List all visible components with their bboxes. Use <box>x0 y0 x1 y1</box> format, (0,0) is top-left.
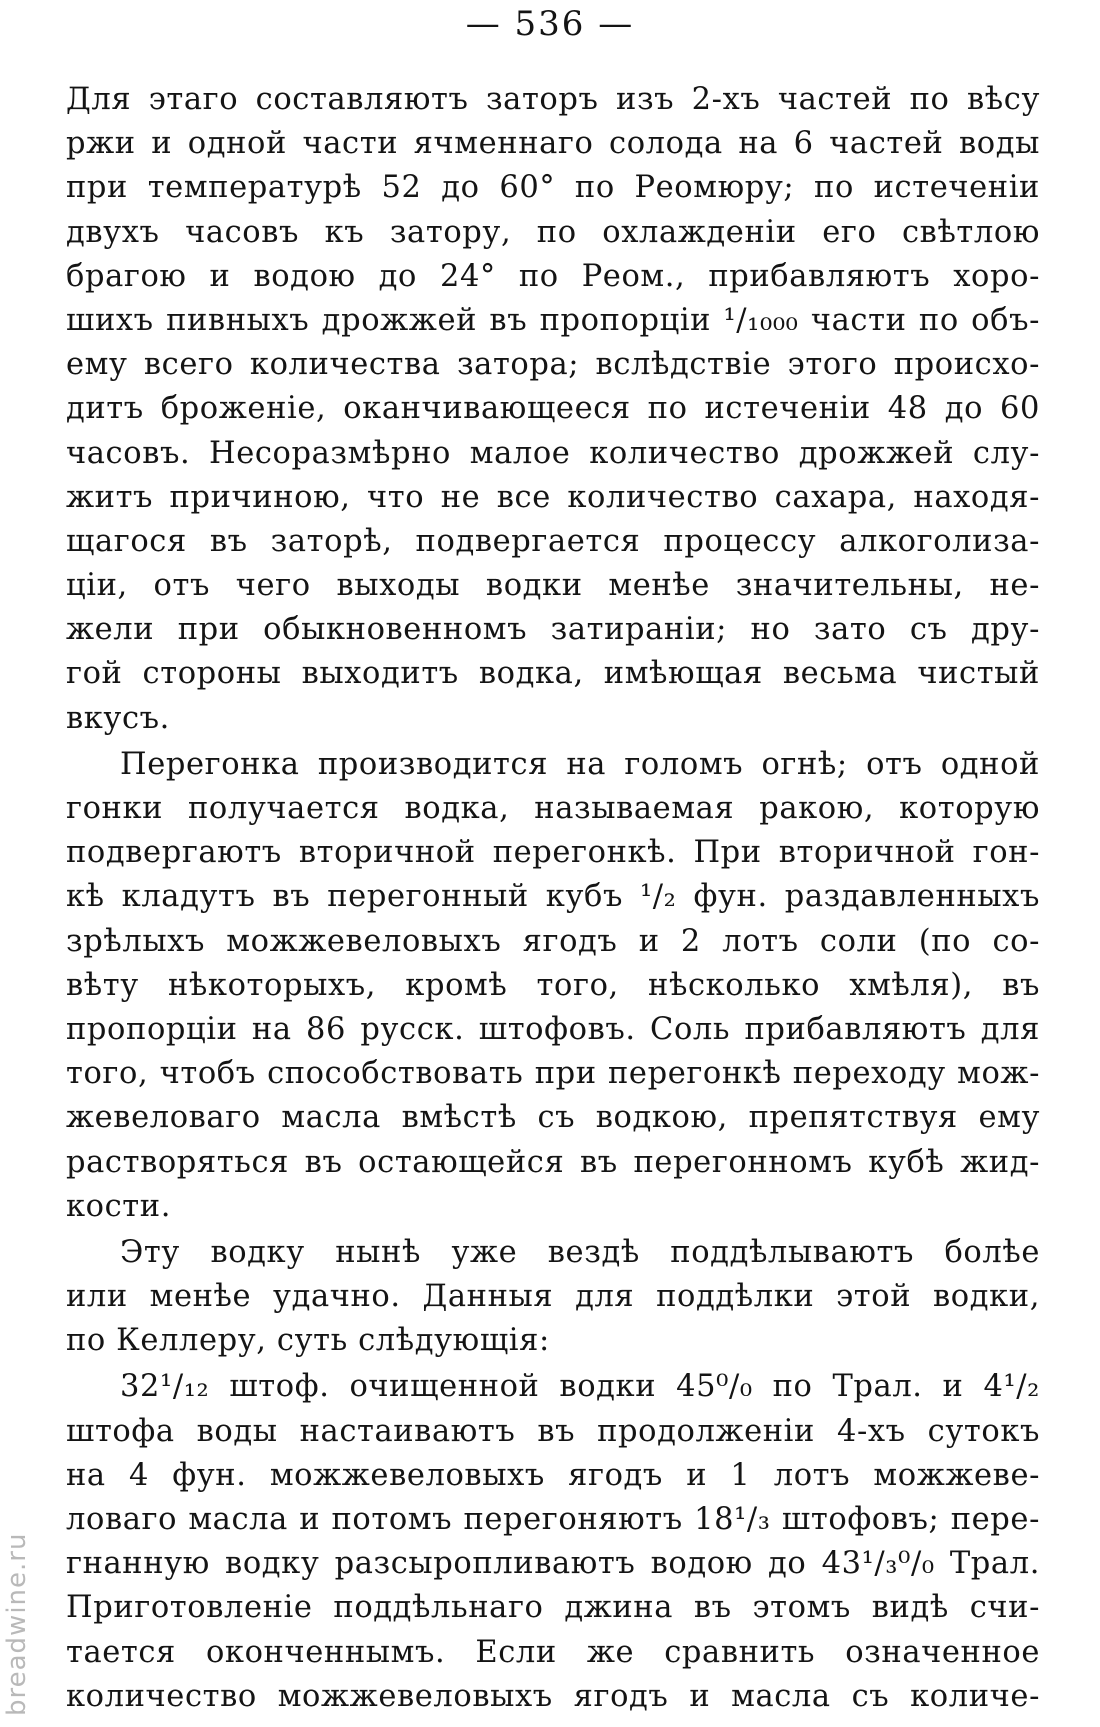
text-line: Приготовленіе поддѣльнаго джина въ этомъ видѣ счи- <box>66 1590 1040 1626</box>
text-line: жевеловаго масла вмѣстѣ съ водкою, препятствуя ему <box>66 1100 1040 1136</box>
text-line: ціи, отъ чего выходы водки менѣе значительны, не- <box>66 568 1040 604</box>
text-line: шихъ пивныхъ дрожжей въ пропорціи ¹/₁₀₀₀ части по объ- <box>66 302 1040 338</box>
text-line: щагося въ заторѣ, подвергается процессу алкоголиза- <box>66 523 1040 559</box>
text-line: тается оконченнымъ. Если же сравнить означенное <box>66 1634 1040 1670</box>
text-line: ему всего количества затора; вслѣдствіе этого происхо- <box>66 347 1040 383</box>
text-line: гнанную водку разсыропливаютъ водою до 43¹/₃⁰/₀ Трал. <box>66 1546 1040 1582</box>
text-line: при температурѣ 52 до 60° по Реомюру; по истеченіи <box>66 170 1040 206</box>
text-line: количество можжевеловыхъ ягодъ и масла съ количе- <box>66 1678 1040 1714</box>
text-line: Для этаго составляютъ заторъ изъ 2-хъ частей по вѣсу <box>66 82 1040 117</box>
text-line: по Келлеру, суть слѣдующія: <box>66 1323 550 1359</box>
page-number: — 536 — <box>465 4 635 44</box>
text-line: двухъ часовъ къ затору, по охлажденіи его свѣтлою <box>66 214 1040 250</box>
text-line: брагою и водою до 24° по Реом., прибавляютъ хоро- <box>66 258 1040 294</box>
text-line: вкусъ. <box>66 700 170 736</box>
text-line: растворяться въ остающейся въ перегонномъ кубѣ жид- <box>66 1144 1040 1180</box>
text-line: пропорціи на 86 русск. штофовъ. Соль прибавляютъ для <box>66 1011 1040 1047</box>
text-line: ловаго масла и потомъ перегоняютъ 18¹/₃ штофовъ; пере- <box>66 1502 1040 1537</box>
watermark: breadwine.ru <box>2 1532 32 1716</box>
text-line: вѣту нѣкоторыхъ, кромѣ того, нѣсколько хмѣля), въ <box>66 967 1040 1003</box>
text-line: или менѣе удачно. Данныя для поддѣлки этой водки, <box>66 1279 1040 1315</box>
text-body <box>66 78 1040 1719</box>
text-line: штофа воды настаиваютъ въ продолженіи 4-хъ сутокъ <box>66 1413 1040 1449</box>
text-line: на 4 фун. можжевеловыхъ ягодъ и 1 лотъ можжеве- <box>66 1457 1040 1493</box>
text-line: часовъ. Несоразмѣрно малое количество дрожжей слу- <box>66 435 1040 471</box>
text-line: дитъ броженіе, оканчивающееся по истеченіи 48 до 60 <box>66 391 1040 427</box>
text-line: кѣ кладутъ въ перегонный кубъ ¹/₂ фун. раздавленныхъ <box>66 879 1040 915</box>
text-line: гонки получается водка, называемая ракою, которую <box>66 791 1040 826</box>
text-line: зрѣлыхъ можжевеловыхъ ягодъ и 2 лотъ соли (по со- <box>66 923 1040 959</box>
text-line: подвергаютъ вторичной перегонкѣ. При вторичной гон- <box>66 835 1040 871</box>
paragraph-start-line: Перегонка производится на голомъ огнѣ; отъ одной <box>120 746 1040 782</box>
text-line: того, чтобъ способствовать при перегонкѣ переходу мож- <box>66 1056 1040 1092</box>
text-line: жели при обыкновенномъ затираніи; но зато съ дру- <box>66 612 1040 648</box>
text-line: ржи и одной части ячменнаго солода на 6 частей воды <box>66 126 1040 162</box>
text-line: житъ причиною, что не все количество сахара, находя- <box>66 479 1040 515</box>
text-line: кости. <box>66 1188 172 1224</box>
paragraph-start-line: 32¹/₁₂ штоф. очищенной водки 45⁰/₀ по Трал. и 4¹/₂ <box>120 1369 1040 1405</box>
paragraph-start-line: Эту водку нынѣ уже вездѣ поддѣлываютъ болѣе <box>120 1234 1040 1270</box>
text-line: гой стороны выходитъ водка, имѣющая весьма чистый <box>66 656 1040 692</box>
